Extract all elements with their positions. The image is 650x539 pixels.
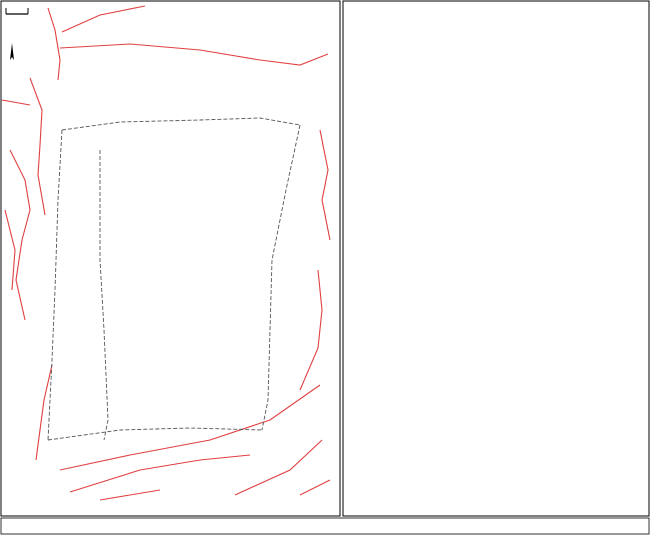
legend: [1, 518, 649, 534]
map-frame: [1, 1, 340, 516]
stratigraphic-column-panel: [343, 1, 649, 516]
map-panel: [1, 1, 340, 516]
column-frame: [343, 1, 649, 516]
legend-frame: [1, 518, 649, 534]
